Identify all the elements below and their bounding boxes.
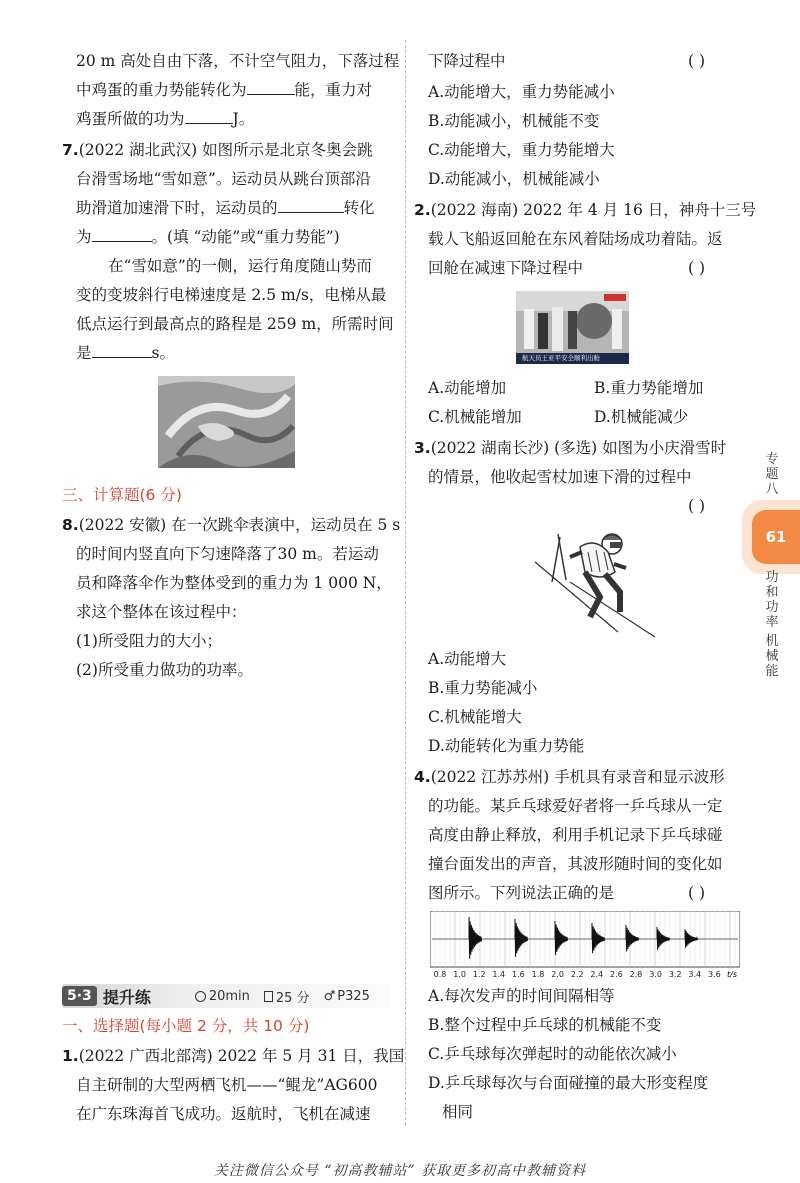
q2-line3: 回舱在减速下降过程中: [428, 259, 584, 277]
q1-option-b: B.动能减小，机械能不变: [428, 112, 600, 130]
q4-answer-paren: ( ): [688, 884, 706, 902]
q7-blank-3: [92, 342, 152, 358]
q7-text-1: (2022 湖北武汉) 如图所示是北京冬奥会跳: [78, 141, 373, 159]
q7-line6: 变的变坡斜行电梯速度是 2.5 m/s，电梯从最: [76, 286, 387, 304]
q7-text-3a: 助滑道加速滑下时，运动员的: [76, 199, 278, 217]
q7-line4: [76, 226, 340, 248]
q1-line3: 在广东珠海首飞成功。返航时，飞机在减速: [76, 1105, 371, 1123]
practice-score: [264, 987, 310, 1006]
waveform-tick-label: 1.8: [531, 970, 545, 979]
q4-option-d-line2: 相同: [442, 1103, 474, 1121]
section3-title: 三、计算题(6 分): [62, 486, 182, 504]
page-number-tab: [752, 510, 800, 564]
q4-line1: [414, 766, 725, 788]
clock-icon: [195, 991, 206, 1002]
q2-text-1: (2022 海南) 2022 年 4 月 16 日，神舟十三号: [430, 201, 757, 219]
waveform-tick-label: 3.4: [688, 970, 702, 979]
capsule-landing-photo: [516, 291, 629, 364]
waveform-tick-label: 3.2: [668, 970, 682, 979]
q3-option-d: D.动能转化为重力势能: [428, 737, 585, 755]
waveform-tick-label: 2.8: [629, 970, 643, 979]
q4-option-d-line1: D.乒乓球每次与台面碰撞的最大形变程度: [428, 1074, 709, 1092]
q1-line2: 自主研制的大型两栖飞机——“鲲龙”AG600: [76, 1076, 378, 1094]
q7-line1: [62, 139, 373, 161]
q4-number: 4.: [414, 768, 431, 786]
q4-line4: 撞台面发出的声音，其波形随时间的变化如: [428, 855, 723, 873]
practice-page-ref: [324, 989, 370, 1004]
q7-text-8a: 是: [76, 344, 92, 362]
q8-line3: 员和降落伞作为整体受到的重力为 1 000 N，: [76, 574, 392, 592]
q6-line1: 20 m 高处自由下落，不计空气阻力，下落过程: [76, 52, 400, 70]
skier-illustration: [530, 522, 660, 640]
q1-text-1: (2022 广西北部湾) 2022 年 5 月 31 日，我国: [78, 1047, 405, 1065]
practice-page-ref-value: P325: [337, 988, 370, 1004]
q7-line3: [76, 197, 375, 219]
q8-line4: 求这个整体在该过程中：: [76, 603, 247, 621]
q1-line1: [62, 1045, 404, 1067]
practice-score-value: 25 分: [275, 990, 310, 1006]
q7-line5: 在“雪如意”的一侧，运行角度随山势而: [108, 257, 372, 275]
q3-option-a: A.动能增大: [428, 650, 507, 668]
practice-title: 提升练: [102, 987, 151, 1007]
q6-blank-2: [185, 108, 233, 124]
sidebar-topic: 专 题 八: [765, 452, 779, 497]
waveform-tick-labels: [434, 970, 737, 979]
q1-cont-line1: 下降过程中: [428, 52, 506, 70]
q6-text-b: 能，重力对: [294, 81, 373, 99]
sidebar-subtitle-2: 机 械 能: [765, 634, 779, 679]
q8-line5: (1)所受阻力的大小；: [76, 632, 222, 650]
q7-text-4b: 。(填 “动能”或“重力势能”): [151, 228, 340, 246]
q4-option-c: C.乒乓球每次弹起时的动能依次减小: [428, 1045, 677, 1063]
q8-line1: [62, 514, 400, 536]
answer-key-icon: ♂: [323, 988, 336, 1004]
waveform-tick-label: 0.8: [433, 970, 447, 979]
waveform-tick-label: 3.0: [649, 970, 662, 979]
q4-text-1: (2022 江苏苏州) 手机具有录音和显示波形: [430, 768, 725, 786]
q6-text-d: J。: [232, 110, 255, 128]
capsule-photo-caption: 航天员王亚平安全顺利出舱: [522, 354, 600, 362]
waveform-tick-label: 1.2: [472, 970, 486, 979]
q3-text-1: (2022 湖南长沙) (多选) 如图为小庆滑雪时: [430, 439, 727, 457]
waveform-tick-label: 2.0: [551, 970, 564, 979]
waveform-tick-label: 1.4: [492, 970, 506, 979]
q2-option-d: D.机械能减少: [594, 408, 689, 426]
q7-line2: 台滑雪场地“雪如意”。运动员从跳台顶部沿: [76, 170, 371, 188]
q4-line2: 的功能。某乒乓球爱好者将一乒乓球从一定: [428, 797, 723, 815]
ski-jump-photo: [158, 376, 295, 468]
q6-line2: [76, 79, 372, 101]
q2-answer-paren: ( ): [688, 259, 706, 277]
q2-option-a: A.动能增加: [428, 379, 507, 397]
q7-blank-2: [92, 226, 152, 242]
q7-line7: 低点运行到最高点的路程是 259 m，所需时间: [76, 315, 394, 333]
q6-line3: [76, 108, 254, 130]
q1-option-a: A.动能增大，重力势能减小: [428, 83, 615, 101]
q6-text-a: 中鸡蛋的重力势能转化为: [76, 81, 247, 99]
sidebar-subtitle-1: 功 和 功 率: [765, 570, 779, 630]
q1-number: 1.: [62, 1047, 79, 1065]
practice-header: [62, 984, 370, 1008]
q4-line3: 高度由静止释放，利用手机记录下乒乓球碰: [428, 826, 723, 844]
waveform-tick-label: 2.4: [590, 970, 604, 979]
q4-line5: 图所示。下列说法正确的是: [428, 884, 615, 902]
q3-option-c: C.机械能增大: [428, 708, 522, 726]
q3-line2: 的情景，他收起雪杖加速下滑的过程中: [428, 468, 692, 486]
waveform-tick-label: 1.0: [453, 970, 466, 979]
score-sheet-icon: [264, 991, 273, 1002]
q3-answer-paren: ( ): [688, 497, 706, 515]
q2-option-c: C.机械能增加: [428, 408, 522, 426]
q2-line2: 载人飞船返回舱在东风着陆场成功着陆。返: [428, 230, 723, 248]
q7-blank-1: [278, 197, 344, 213]
q1-answer-paren: ( ): [688, 52, 706, 70]
ski-jump-photo-art: [158, 376, 295, 468]
sound-waveform-figure: [430, 911, 740, 981]
q8-number: 8.: [62, 516, 79, 534]
q8-line2: 的时间内竖直向下匀速降落了30 m。若运动: [76, 545, 379, 563]
q2-line1: [414, 199, 756, 221]
q3-number: 3.: [414, 439, 431, 457]
q3-option-b: B.重力势能减小: [428, 679, 538, 697]
q6-text-c: 鸡蛋所做的功为: [76, 110, 185, 128]
q1-option-c: C.动能增大，重力势能增大: [428, 141, 615, 159]
page-number: 61: [765, 528, 787, 546]
waveform-tick-label: 2.2: [570, 970, 584, 979]
practice-time: [195, 989, 250, 1004]
q8-text-1: (2022 安徽) 在一次跳伞表演中，运动员在 5 s: [78, 516, 401, 534]
waveform-tick-label: 1.6: [512, 970, 525, 979]
waveform-axis-unit: t/s: [727, 970, 737, 979]
q2-number: 2.: [414, 201, 431, 219]
q7-text-3b: 转化: [343, 199, 375, 217]
waveform-tick-label: 3.6: [708, 970, 721, 979]
q7-number: 7.: [62, 141, 79, 159]
practice-code-badge: 5·3: [62, 986, 97, 1006]
q4-option-b: B.整个过程中乒乓球的机械能不变: [428, 1016, 662, 1034]
q4-option-a: A.每次发声的时间间隔相等: [428, 987, 615, 1005]
q7-text-4a: 为: [76, 228, 92, 246]
section1-title: 一、选择题(每小题 2 分，共 10 分): [62, 1017, 310, 1035]
q7-line8: [76, 342, 175, 364]
q7-text-8b: s。: [151, 344, 175, 362]
q6-blank-1: [247, 79, 295, 95]
column-divider: [405, 40, 406, 1125]
practice-time-value: 20min: [208, 988, 250, 1004]
q1-option-d: D.动能减小，机械能减小: [428, 170, 600, 188]
q3-line1: [414, 437, 726, 459]
waveform-tick-label: 2.6: [610, 970, 623, 979]
q2-option-b: B.重力势能增加: [594, 379, 704, 397]
page-footer: 关注微信公众号 “初高教辅站” 获取更多初高中教辅资料: [213, 1163, 587, 1179]
q8-line6: (2)所受重力做功的功率。: [76, 661, 253, 679]
